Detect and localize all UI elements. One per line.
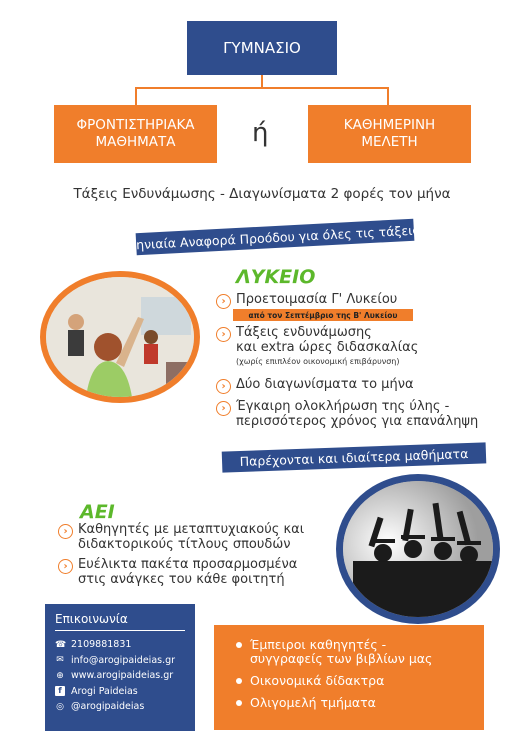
contact-facebook-text: Arogi Paideias [71, 685, 138, 697]
or-text: ή [252, 118, 269, 148]
daily-study-label-1: ΚΑΘΗΜΕΡΙΝΗ [343, 117, 436, 133]
lyceum-bullet-2-line2: και extra ώρες διδασκαλίας [236, 340, 419, 355]
graduation-photo [336, 474, 500, 624]
aei-bullet-1-line1: Καθηγητές με μεταπτυχιακούς και [78, 522, 305, 537]
feature-1 [236, 638, 484, 666]
lyceum-tag [233, 309, 413, 321]
aei-title: ΑΕΙ [80, 501, 115, 523]
lyceum-bullet-1-text: Προετοιμασία Γ' Λυκείου [236, 292, 398, 307]
feature-1-line1: Έμπειροι καθηγητές - [250, 637, 387, 652]
chevron-right-icon: › [216, 379, 231, 394]
lyceum-tag-text: από τον Σεπτέμβριο της Β' Λυκείου [248, 310, 398, 320]
chevron-right-icon: › [58, 524, 73, 539]
bullet-dot-icon [236, 700, 242, 706]
daily-study-label-2: ΜΕΛΕΤΗ [361, 134, 418, 150]
tutoring-label-1: ΦΡΟΝΤΙΣΤΗΡΙΑΚΑ [76, 117, 195, 133]
bullet-dot-icon [236, 678, 242, 684]
chevron-right-icon: › [58, 559, 73, 574]
lyceum-bullet-3 [216, 377, 414, 394]
daily-study-box [308, 105, 471, 163]
instagram-icon: ◎ [56, 701, 64, 712]
feature-3 [236, 696, 484, 710]
aei-bullet-2-line2: στις ανάγκες του κάθε φοιτητή [78, 572, 285, 587]
feature-2 [236, 674, 484, 688]
contact-title: Επικοινωνία [55, 612, 128, 626]
contact-facebook[interactable] [55, 684, 185, 700]
tutoring-box [54, 105, 217, 163]
contact-email[interactable] [55, 653, 185, 669]
monthly-report-text: Μηνιαία Αναφορά Προόδου για όλες τις τάξεις! [125, 221, 426, 253]
lyceum-bullet-2-note: (χωρίς επιπλέον οικονομική επιβάρυνση) [236, 357, 400, 366]
mail-icon: ✉ [56, 655, 64, 666]
connector-left [135, 87, 137, 105]
gymnasio-info: Τάξεις Ενδυνάμωσης - Διαγωνίσματα 2 φορές τον μήνα [73, 186, 451, 202]
private-lessons-banner [222, 442, 487, 472]
monthly-report-banner [125, 219, 426, 256]
feature-2-text: Οικονομικά δίδακτρα [250, 673, 385, 688]
bullet-dot-icon [236, 642, 242, 648]
contact-instagram[interactable] [55, 699, 185, 715]
connector-horizontal [135, 87, 389, 89]
chevron-right-icon: › [216, 294, 231, 309]
feature-1-line2: συγγραφείς των βιβλίων μας [250, 651, 433, 666]
contact-instagram-text: @arogipaideias [71, 701, 145, 713]
phone-icon: ☎ [55, 639, 67, 650]
classroom-illustration [46, 277, 194, 397]
gymnasio-box [187, 21, 337, 75]
aei-bullet-1 [58, 522, 304, 552]
features-box [214, 625, 484, 730]
aei-bullet-1-line2: διδακτορικούς τίτλους σπουδών [78, 537, 291, 552]
chevron-right-icon: › [216, 401, 231, 416]
chevron-right-icon: › [216, 327, 231, 342]
aei-bullet-2 [58, 557, 297, 587]
lyceum-bullet-4-line1: Έγκαιρη ολοκλήρωση της ύλης - [236, 399, 450, 414]
classroom-photo [40, 271, 200, 403]
contact-website[interactable] [55, 668, 185, 684]
contact-website-text: www.arogipaideias.gr [71, 670, 174, 682]
tutoring-label-2: ΜΑΘΗΜΑΤΑ [95, 134, 176, 150]
contact-phone[interactable] [55, 637, 185, 653]
lyceum-bullet-2 [216, 325, 418, 366]
graduation-illustration [343, 481, 493, 617]
contact-phone-text: 2109881831 [71, 639, 132, 651]
contact-box [45, 604, 195, 731]
contact-email-text: info@arogipaideias.gr [71, 654, 176, 666]
lyceum-bullet-4 [216, 399, 478, 429]
facebook-icon: f [55, 686, 65, 696]
contact-divider [55, 630, 185, 631]
feature-3-text: Ολιγομελή τμήματα [250, 695, 376, 710]
connector-right [387, 87, 389, 105]
lyceum-bullet-1 [216, 292, 397, 309]
web-icon: ⊕ [56, 670, 64, 681]
aei-bullet-2-line1: Ευέλικτα πακέτα προσαρμοσμένα [78, 557, 298, 572]
lyceum-bullet-4-line2: περισσότερος χρόνος για επανάληψη [236, 414, 479, 429]
lyceum-bullet-3-text: Δύο διαγωνίσματα το μήνα [236, 377, 414, 392]
lyceum-bullet-2-line1: Τάξεις ενδυνάμωσης [236, 325, 372, 340]
gymnasio-label: ΓΥΜΝΑΣΙΟ [223, 39, 301, 57]
lyceum-title: ΛΥΚΕΙΟ [236, 266, 316, 288]
private-lessons-text: Παρέχονται και ιδιαίτερα μαθήματα [239, 446, 469, 469]
